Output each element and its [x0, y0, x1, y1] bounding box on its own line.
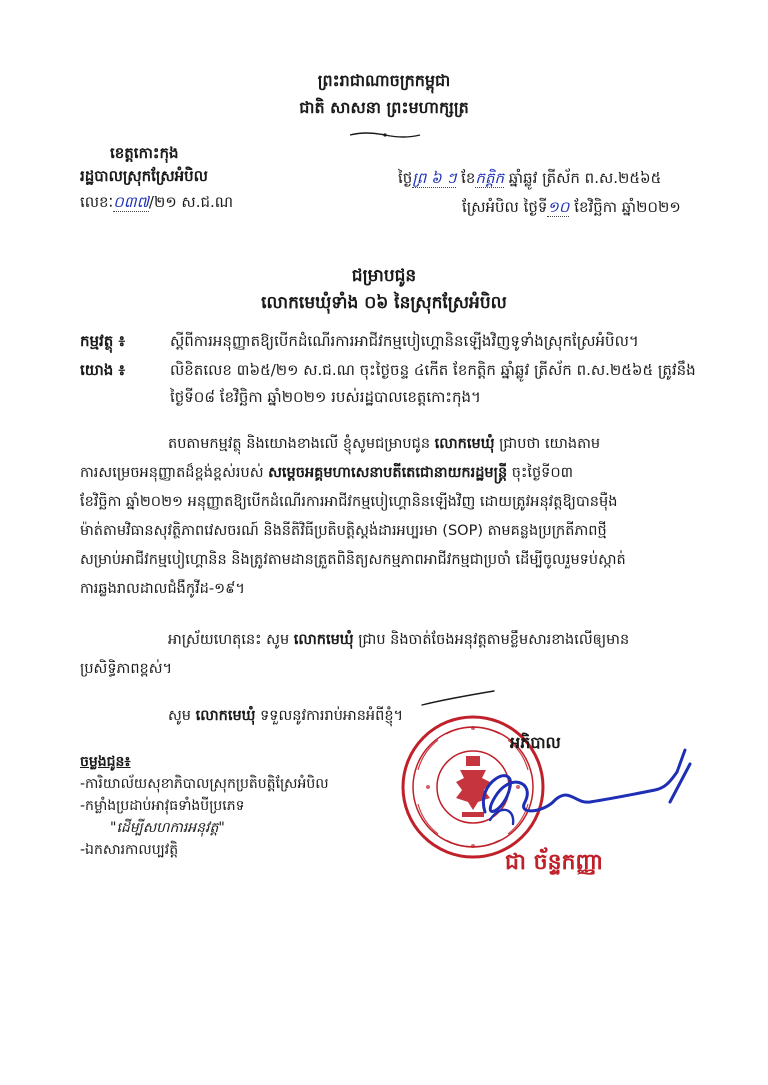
solar-date-suffix: ខែវិច្ឆិកា ឆ្នាំ២០២១: [574, 198, 681, 216]
solar-date-prefix: ស្រែអំបិល ថ្ងៃទី: [462, 198, 548, 216]
reference-line-2: ថ្ងៃទី០៨ ខែវិច្ឆិកា ឆ្នាំ២០២១ របស់រដ្ឋបាលខេត្តកោះកុង។: [170, 388, 481, 406]
cc-item-4: -ឯកសារកាលប្បវត្តិ: [80, 842, 179, 858]
lunar-date-prefix: ថ្ងៃ: [398, 169, 413, 187]
reference-number-label: លេខៈ: [80, 193, 114, 211]
reference-number-handwritten: ០៣៧: [113, 193, 149, 211]
reference-label: យោង ៖: [80, 361, 126, 379]
cc-title: ចម្លងជូន៖: [80, 754, 131, 770]
body-p2-l1-b: លោកមេឃុំ: [293, 632, 354, 648]
body-p1-line-2: [80, 459, 730, 488]
sender-province: ខេត្តកោះកុង: [110, 144, 179, 162]
reference-number: [80, 192, 233, 212]
body-p2-l1-a: អាស្រ័យហេតុនេះ សូម: [168, 632, 290, 648]
body-p1-l2-a: ការសម្រេចអនុញ្ញាតដ៏ខ្ពង់ខ្ពស់របស់: [80, 465, 264, 481]
body-p1-l1-c: ជ្រាបថា យោងតាម: [499, 436, 601, 452]
body-p1-l1-b: លោកមេឃុំ: [434, 436, 495, 452]
body-p1-l1-a: តបតាមកម្មវត្ថុ និងយោងខាងលើ ខ្ញុំសូមជម្រាបជូន: [168, 436, 431, 452]
kingdom-title: ព្រះរាជាណាចក្រកម្ពុជា: [317, 71, 451, 90]
notice-recipient: លោកមេឃុំទាំង ០៦ នៃស្រុកស្រែអំបិល: [261, 293, 507, 313]
body-p1-l2-b: សម្តេចអគ្គមហាសេនាបតីតេជោនាយករដ្ឋមន្ត្រី: [268, 465, 508, 481]
notice-title: ជម្រាបជូន: [351, 266, 417, 286]
initial-stroke: [418, 689, 498, 709]
reference-line-1: លិខិតលេខ ៣៦៥/២១ ស.ជ.ណ ចុះថ្ងៃចន្ទ ៤កើត ខែកត្តិក ឆ្នាំឆ្លូវ ត្រីស័ក ព.ស.២៥៦៥ ត្រូវនឹង: [170, 361, 696, 379]
reference-number-suffix: /២១ ស.ជ.ណ: [148, 193, 234, 211]
body-p3-b: លោកមេឃុំ: [195, 708, 256, 724]
motto-ornament: [348, 124, 422, 132]
national-motto: ជាតិ សាសនា ព្រះមហាក្សត្រ: [299, 98, 469, 117]
body-p1-line-3: ខែវិច្ឆិកា ឆ្នាំ២០២១ អនុញ្ញាតឱ្យបើកដំណើរការអាជីវកម្មបៀហ្គោនិនឡើងវិញ ដោយត្រូវអនុវត្តឱ្យបានម៉ឺង: [80, 494, 618, 510]
subject-text: ស្តីពីការអនុញ្ញាតឱ្យបើកដំណើរការអាជីវកម្មបៀហ្គោនិនឡើងវិញទូទាំងស្រុកស្រែអំបិល។: [170, 332, 639, 350]
lunar-date-suffix: ឆ្នាំឆ្លូវ ត្រីស័ក ព.ស.២៥៦៥: [508, 169, 662, 187]
sender-district: រដ្ឋបាលស្រុកស្រែអំបិល: [80, 167, 208, 185]
handwritten-signature: [455, 742, 705, 832]
body-p1-l2-c: ចុះថ្ងៃទី០៣: [511, 465, 574, 481]
body-p3-a: សូម: [168, 708, 192, 724]
body-p1-line-1: [168, 430, 728, 459]
solar-date-line: [462, 197, 681, 217]
cc-item-2: -កម្លាំងប្រដាប់អាវុធទាំងបីប្រភេទ: [80, 798, 245, 814]
body-p2-l1-c: ជ្រាប និងចាត់ចែងអនុវត្តតាមខ្លឹមសារខាងលើឲ្យមាន: [358, 632, 630, 648]
lunar-date-month-label: ខែ: [461, 169, 476, 187]
cc-item-3: "ដើម្បីសហការអនុវត្ត": [110, 820, 225, 836]
cc-item-1: -ការិយាល័យសុខាភិបាលស្រុកប្រតិបត្តិស្រែអំបិល: [80, 776, 329, 792]
lunar-date-handwritten-day: ព្រ ៦ ៗ: [412, 169, 457, 187]
solar-date-handwritten-day: ១០: [547, 198, 570, 216]
lunar-date-line: [398, 168, 661, 188]
body-p2-line-1: [168, 626, 728, 655]
signatory-name: ជា ច័ន្ទកញ្ញា: [505, 850, 604, 875]
body-p1-line-6: ការឆ្លងរាលដាលជំងឺកូវីដ-១៩។: [80, 581, 245, 597]
body-p1-line-4: ម៉ាត់តាមវិធានសុវត្ថិភាពវេសចរណ៍ និងនីតិវិធីប្រតិបត្តិស្តង់ដារអប្បរមា (SOP) តាមគន្លងប្រក្រតីភាពថ្មី: [80, 523, 607, 539]
signatory-title: អភិបាល: [510, 733, 561, 752]
body-p1-line-5: សម្រាប់អាជីវកម្មបៀហ្គោនិន និងត្រូវតាមដានត្រួតពិនិត្យសកម្មភាពអាជីវកម្មជាប្រចាំ ដើម្បីចូលរួមទប់ស្កាត់: [80, 552, 626, 568]
body-p2-line-2: ប្រសិទ្ធិភាពខ្ពស់។: [80, 661, 173, 677]
subject-label: កម្មវត្ថុ ៖: [80, 332, 126, 350]
body-p3-c: ទទួលនូវការរាប់អានអំពីខ្ញុំ។: [260, 708, 404, 724]
lunar-date-handwritten-month: កត្តិក: [475, 169, 504, 187]
